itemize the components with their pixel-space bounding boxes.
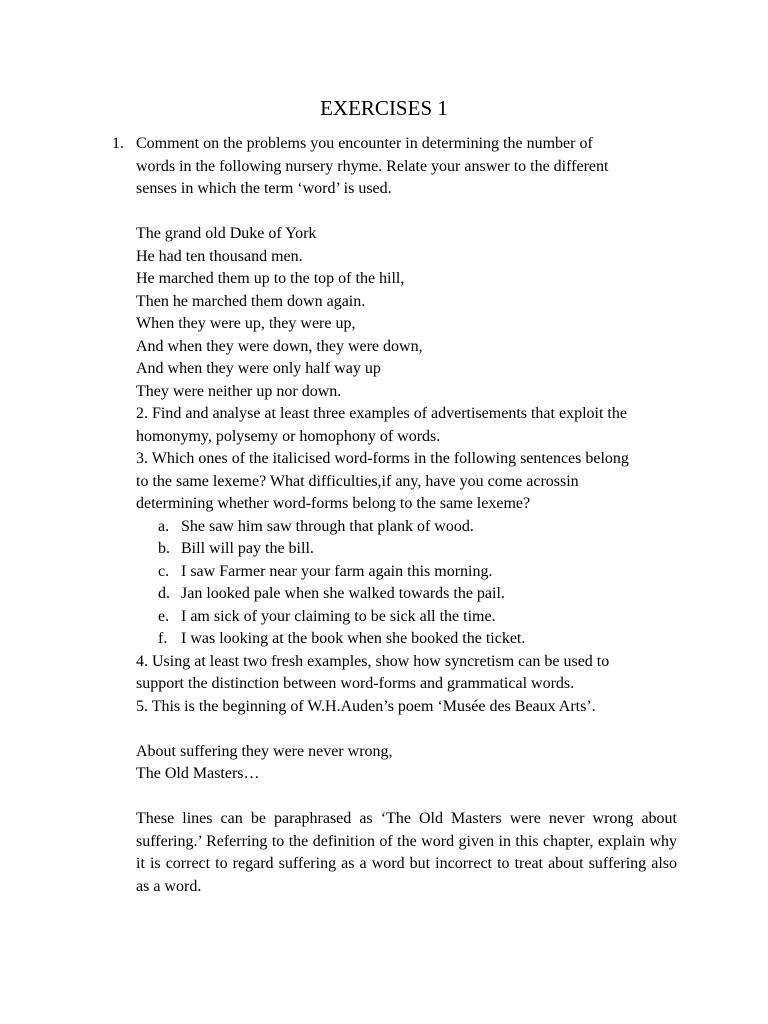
list-marker: f. xyxy=(158,630,168,647)
exercise-1-line: Comment on the problems you encounter in determining the number of xyxy=(136,135,593,152)
exercise-3-line: 3. Which ones of the italicised word-forms in the following sentences belong xyxy=(136,450,629,467)
rhyme-line: And when they were down, they were down, xyxy=(136,337,423,355)
rhyme-line: He had ten thousand men. xyxy=(136,247,303,265)
exercise-1-line: senses in which the term ‘word’ is used. xyxy=(136,180,392,197)
exercise-5-paragraph: These lines can be paraphrased as ‘The Old Masters were never wrong about suffering.’ Referring to the definition of the word given in this chapter, explain why it is correct to regard suffering as a word but incorrect to treat about suffering also as a word. xyxy=(136,810,677,895)
rhyme-line: Then he marched them down again. xyxy=(136,292,366,310)
list-item xyxy=(136,628,677,651)
exercise-3-line: determining whether word-forms belong to the same lexeme? xyxy=(136,495,531,512)
poem-line: The Old Masters… xyxy=(136,765,260,782)
nursery-rhyme xyxy=(136,223,677,403)
exercise-1-line: words in the following nursery rhyme. Relate your answer to the different xyxy=(136,157,609,175)
rhyme-line: They were neither up nor down. xyxy=(136,382,342,400)
exercise-content xyxy=(112,133,677,898)
rhyme-line: And when they were only half way up xyxy=(136,360,381,377)
blank-line xyxy=(136,718,677,741)
list-marker: b. xyxy=(158,540,170,557)
poem-line: About suffering they were never wrong, xyxy=(136,742,393,760)
rhyme-line: The grand old Duke of York xyxy=(136,225,317,242)
exercise-2-line: homonymy, polysemy or homophony of words. xyxy=(136,427,441,445)
list-item-text: I am sick of your claiming to be sick all the time. xyxy=(181,607,496,625)
list-marker: d. xyxy=(158,585,170,602)
exercise-2-line: 2. Find and analyse at least three examples of advertisements that exploit the xyxy=(136,405,627,422)
exercise-3-sentence-list xyxy=(136,516,677,651)
exercise-5-intro: 5. This is the beginning of W.H.Auden’s poem ‘Musée des Beaux Arts’. xyxy=(136,697,596,715)
exercise-1-number: 1. xyxy=(112,135,124,152)
list-item-text: Bill will pay the bill. xyxy=(181,540,314,557)
list-item xyxy=(136,538,677,561)
exercise-2 xyxy=(136,403,677,448)
rhyme-line: When they were up, they were up, xyxy=(136,315,356,332)
list-item-text: Jan looked pale when she walked towards the pail. xyxy=(181,585,505,602)
exercise-3-line: to the same lexeme? What difficulties,if any, have you come acrossin xyxy=(136,472,579,490)
exercise-4-line: 4. Using at least two fresh examples, show how syncretism can be used to xyxy=(136,652,610,670)
exercise-1 xyxy=(112,133,677,201)
list-item-text: I was looking at the book when she booked the ticket. xyxy=(181,630,526,647)
exercise-5 xyxy=(136,696,677,899)
list-item xyxy=(136,606,677,629)
list-item xyxy=(136,561,677,584)
blank-line xyxy=(136,201,677,224)
list-marker: a. xyxy=(158,517,170,535)
exercise-3 xyxy=(136,448,677,651)
exercise-4 xyxy=(136,651,677,696)
blank-line xyxy=(136,786,677,809)
list-item-text: I saw Farmer near your farm again this morning. xyxy=(181,562,493,580)
list-item xyxy=(136,516,677,539)
page-title: EXERCISES 1 xyxy=(320,96,448,120)
list-marker: e. xyxy=(158,607,170,625)
exercise-4-line: support the distinction between word-forms and grammatical words. xyxy=(136,675,575,692)
rhyme-line: He marched them up to the top of the hill, xyxy=(136,270,405,287)
list-item-text: She saw him saw through that plank of wood. xyxy=(181,517,474,535)
list-marker: c. xyxy=(158,562,170,580)
list-item xyxy=(136,583,677,606)
